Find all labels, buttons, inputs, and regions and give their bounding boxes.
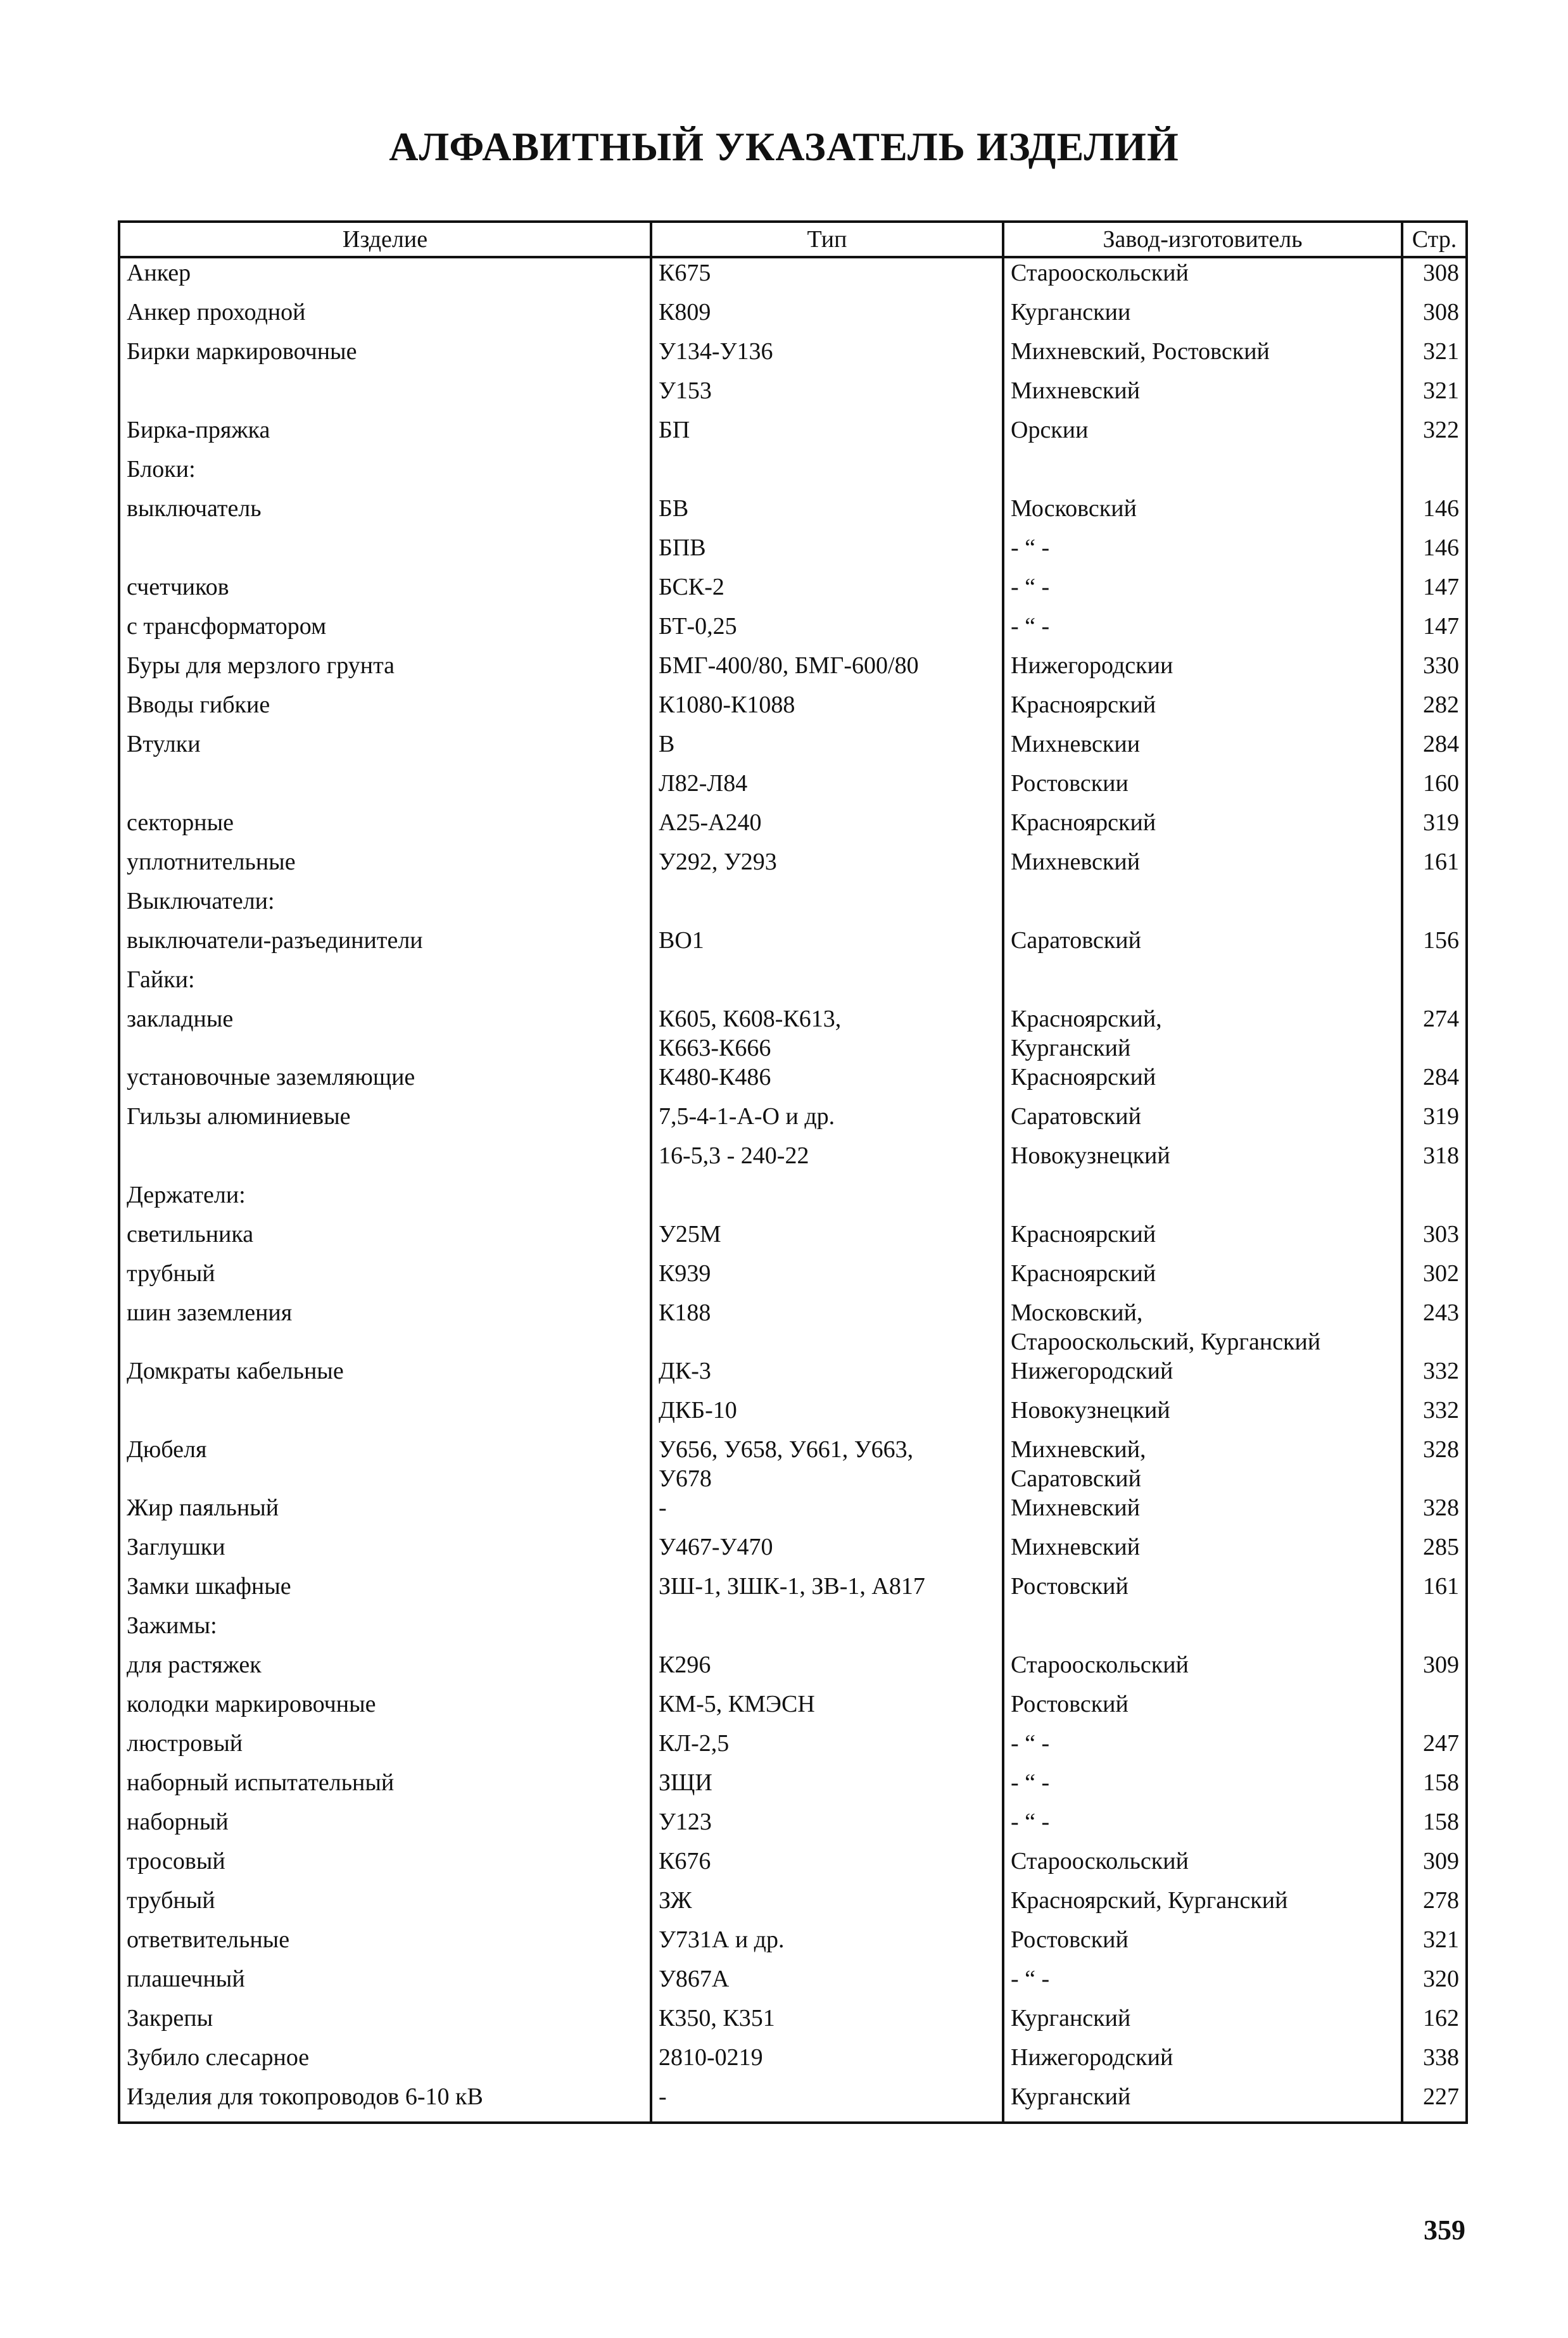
table-row — [119, 533, 1467, 572]
cell-maker: Красноярский, Курганский — [1003, 1004, 1402, 1063]
cell-item: Жир паяльный — [119, 1493, 651, 1532]
table-row — [119, 494, 1467, 533]
cell-maker: Ростовский — [1003, 1690, 1402, 1729]
cell-item: наборный испытательный — [119, 1768, 651, 1807]
cell-maker: Нижегородский — [1003, 1356, 1402, 1396]
cell-maker — [1003, 455, 1402, 494]
cell-type: КМ-5, КМЭСН — [651, 1690, 1003, 1729]
table-row — [119, 1435, 1467, 1493]
cell-maker: - “ - — [1003, 1768, 1402, 1807]
table-row — [119, 1611, 1467, 1650]
cell-item: трубный — [119, 1886, 651, 1925]
cell-type: ЗЩИ — [651, 1768, 1003, 1807]
cell-page: 302 — [1402, 1259, 1467, 1298]
cell-maker: - “ - — [1003, 1964, 1402, 2004]
table-row — [119, 415, 1467, 455]
cell-page: 282 — [1402, 690, 1467, 730]
cell-maker: - “ - — [1003, 572, 1402, 612]
cell-maker: Ростовский — [1003, 1572, 1402, 1611]
cell-maker — [1003, 1180, 1402, 1220]
table-row — [119, 1063, 1467, 1102]
cell-type: У25М — [651, 1220, 1003, 1259]
cell-page: 146 — [1402, 533, 1467, 572]
cell-item — [119, 1141, 651, 1180]
table-row — [119, 1298, 1467, 1356]
cell-maker — [1003, 965, 1402, 1004]
cell-page: 146 — [1402, 494, 1467, 533]
cell-type: У467-У470 — [651, 1532, 1003, 1572]
column-header-page: Стр. — [1402, 222, 1467, 257]
column-header-maker: Завод-изготовитель — [1003, 222, 1402, 257]
cell-item: плашечный — [119, 1964, 651, 2004]
cell-maker: Ростовский — [1003, 1925, 1402, 1964]
cell-page: 308 — [1402, 298, 1467, 337]
cell-maker: Орскии — [1003, 415, 1402, 455]
cell-type: БП — [651, 415, 1003, 455]
cell-maker: Нижегородский — [1003, 2043, 1402, 2082]
cell-page: 319 — [1402, 1102, 1467, 1141]
cell-page: 308 — [1402, 257, 1467, 298]
cell-type: К605, К608-К613, К663-К666 — [651, 1004, 1003, 1063]
cell-type: К809 — [651, 298, 1003, 337]
cell-item: Домкраты кабельные — [119, 1356, 651, 1396]
cell-page: 156 — [1402, 926, 1467, 965]
cell-maker — [1003, 887, 1402, 926]
cell-item: Вводы гибкие — [119, 690, 651, 730]
cell-maker: Михневскии — [1003, 730, 1402, 769]
table-row — [119, 1964, 1467, 2004]
cell-type — [651, 1611, 1003, 1650]
cell-page — [1402, 887, 1467, 926]
table-row — [119, 769, 1467, 808]
cell-maker: Курганский — [1003, 2082, 1402, 2123]
table-row — [119, 730, 1467, 769]
cell-type: 2810-0219 — [651, 2043, 1003, 2082]
cell-page — [1402, 455, 1467, 494]
cell-item — [119, 533, 651, 572]
cell-type: К939 — [651, 1259, 1003, 1298]
table-row — [119, 1847, 1467, 1886]
cell-maker: Михневский, Ростовский — [1003, 337, 1402, 376]
cell-item: выключатели-разъединители — [119, 926, 651, 965]
cell-page: 278 — [1402, 1886, 1467, 1925]
cell-item: для растяжек — [119, 1650, 651, 1690]
cell-page: 274 — [1402, 1004, 1467, 1063]
cell-type: У123 — [651, 1807, 1003, 1847]
table-row — [119, 1886, 1467, 1925]
cell-type — [651, 455, 1003, 494]
table-row — [119, 1925, 1467, 1964]
cell-type: БПВ — [651, 533, 1003, 572]
cell-item: наборный — [119, 1807, 651, 1847]
table-row — [119, 1650, 1467, 1690]
cell-type: БМГ-400/80, БМГ-600/80 — [651, 651, 1003, 690]
cell-type: У731А и др. — [651, 1925, 1003, 1964]
cell-item: секторные — [119, 808, 651, 847]
cell-page — [1402, 1180, 1467, 1220]
column-header-item: Изделие — [119, 222, 651, 257]
cell-maker: Михневский — [1003, 1493, 1402, 1532]
table-row — [119, 808, 1467, 847]
table-row — [119, 455, 1467, 494]
cell-item: трубный — [119, 1259, 651, 1298]
cell-type: У292, У293 — [651, 847, 1003, 887]
table-row — [119, 887, 1467, 926]
cell-page: 330 — [1402, 651, 1467, 690]
table-row — [119, 1141, 1467, 1180]
cell-item: Бирки маркировочные — [119, 337, 651, 376]
cell-page: 147 — [1402, 612, 1467, 651]
cell-page: 284 — [1402, 730, 1467, 769]
cell-item: светильника — [119, 1220, 651, 1259]
cell-maker: Красноярский — [1003, 1220, 1402, 1259]
cell-item — [119, 376, 651, 415]
cell-maker: Нижегородскии — [1003, 651, 1402, 690]
cell-item: закладные — [119, 1004, 651, 1063]
cell-maker: Красноярский, Курганский — [1003, 1886, 1402, 1925]
table-row — [119, 1180, 1467, 1220]
cell-type: Л82-Л84 — [651, 769, 1003, 808]
cell-page — [1402, 1611, 1467, 1650]
cell-item: люстровый — [119, 1729, 651, 1768]
table-row — [119, 1572, 1467, 1611]
table-header-row — [119, 222, 1467, 257]
cell-page: 309 — [1402, 1650, 1467, 1690]
cell-maker: Михневский, Саратовский — [1003, 1435, 1402, 1493]
cell-maker: Саратовский — [1003, 926, 1402, 965]
cell-page: 321 — [1402, 1925, 1467, 1964]
cell-maker: Старооскольский — [1003, 1847, 1402, 1886]
cell-item: Изделия для токопроводов 6-10 кВ — [119, 2082, 651, 2123]
table-row — [119, 690, 1467, 730]
table-row — [119, 1690, 1467, 1729]
cell-type: К188 — [651, 1298, 1003, 1356]
cell-item: колодки маркировочные — [119, 1690, 651, 1729]
cell-page: 158 — [1402, 1768, 1467, 1807]
table-row — [119, 926, 1467, 965]
cell-item: Выключатели: — [119, 887, 651, 926]
cell-maker: Курганскии — [1003, 298, 1402, 337]
cell-item: Анкер — [119, 257, 651, 298]
cell-maker: Московский — [1003, 494, 1402, 533]
cell-page: 161 — [1402, 847, 1467, 887]
cell-type: К296 — [651, 1650, 1003, 1690]
cell-item: Зажимы: — [119, 1611, 651, 1650]
cell-page: 243 — [1402, 1298, 1467, 1356]
cell-type: БВ — [651, 494, 1003, 533]
cell-type — [651, 1180, 1003, 1220]
table-row — [119, 1396, 1467, 1435]
cell-maker: - “ - — [1003, 533, 1402, 572]
cell-type: У153 — [651, 376, 1003, 415]
cell-type: БСК-2 — [651, 572, 1003, 612]
cell-item: Закрепы — [119, 2004, 651, 2043]
cell-type: ДКБ-10 — [651, 1396, 1003, 1435]
cell-type: В — [651, 730, 1003, 769]
table-row — [119, 257, 1467, 298]
cell-item: Гайки: — [119, 965, 651, 1004]
cell-type — [651, 887, 1003, 926]
cell-item: Анкер проходной — [119, 298, 651, 337]
cell-maker: Михневский — [1003, 847, 1402, 887]
cell-page: 158 — [1402, 1807, 1467, 1847]
cell-item: Замки шкафные — [119, 1572, 651, 1611]
cell-item — [119, 769, 651, 808]
table-row — [119, 651, 1467, 690]
table-row — [119, 376, 1467, 415]
page-number: 359 — [1424, 2215, 1465, 2246]
cell-page: 160 — [1402, 769, 1467, 808]
table-row — [119, 1768, 1467, 1807]
cell-type: К676 — [651, 1847, 1003, 1886]
cell-type: ЗШ-1, ЗШК-1, ЗВ-1, А817 — [651, 1572, 1003, 1611]
cell-type: - — [651, 2082, 1003, 2123]
cell-item: Гильзы алюминиевые — [119, 1102, 651, 1141]
cell-page: 328 — [1402, 1435, 1467, 1493]
cell-item — [119, 1396, 651, 1435]
cell-maker: Старооскольский — [1003, 257, 1402, 298]
cell-type: К350, К351 — [651, 2004, 1003, 2043]
cell-page: 332 — [1402, 1356, 1467, 1396]
table-row — [119, 1004, 1467, 1063]
cell-item: тросовый — [119, 1847, 651, 1886]
cell-item: уплотнительные — [119, 847, 651, 887]
cell-maker: Красноярский — [1003, 1063, 1402, 1102]
cell-type: 7,5-4-1-А-О и др. — [651, 1102, 1003, 1141]
cell-maker: Московский, Старооскольский, Курганский — [1003, 1298, 1402, 1356]
table-row — [119, 2043, 1467, 2082]
table-row — [119, 1493, 1467, 1532]
table-row — [119, 847, 1467, 887]
table-row — [119, 298, 1467, 337]
table-row — [119, 337, 1467, 376]
cell-page: 284 — [1402, 1063, 1467, 1102]
cell-maker: Михневский — [1003, 1532, 1402, 1572]
cell-type: ВО1 — [651, 926, 1003, 965]
cell-page: 162 — [1402, 2004, 1467, 2043]
cell-type: К480-К486 — [651, 1063, 1003, 1102]
table-row — [119, 2082, 1467, 2123]
cell-type: ЗЖ — [651, 1886, 1003, 1925]
cell-type: К675 — [651, 257, 1003, 298]
cell-maker: - “ - — [1003, 1729, 1402, 1768]
cell-item: Заглушки — [119, 1532, 651, 1572]
cell-page: 328 — [1402, 1493, 1467, 1532]
table-row — [119, 1102, 1467, 1141]
cell-item: ответвительные — [119, 1925, 651, 1964]
table-row — [119, 572, 1467, 612]
cell-page: 303 — [1402, 1220, 1467, 1259]
cell-maker: Красноярский — [1003, 690, 1402, 730]
cell-maker: - “ - — [1003, 1807, 1402, 1847]
index-table — [118, 220, 1468, 2124]
cell-page: 321 — [1402, 376, 1467, 415]
cell-item: Дюбеля — [119, 1435, 651, 1493]
cell-page: 322 — [1402, 415, 1467, 455]
cell-item: Зубило слесарное — [119, 2043, 651, 2082]
cell-page: 227 — [1402, 2082, 1467, 2123]
cell-page: 247 — [1402, 1729, 1467, 1768]
column-header-type: Тип — [651, 222, 1003, 257]
cell-item: Держатели: — [119, 1180, 651, 1220]
cell-maker: Саратовский — [1003, 1102, 1402, 1141]
table-row — [119, 1259, 1467, 1298]
cell-maker: Новокузнецкий — [1003, 1396, 1402, 1435]
cell-maker: Красноярский — [1003, 808, 1402, 847]
cell-page: 321 — [1402, 337, 1467, 376]
cell-maker: Ростовскии — [1003, 769, 1402, 808]
cell-type — [651, 965, 1003, 1004]
cell-item: Буры для мерзлого грунта — [119, 651, 651, 690]
cell-type: КЛ-2,5 — [651, 1729, 1003, 1768]
page-title: АЛФАВИТНЫЙ УКАЗАТЕЛЬ ИЗДЕЛИЙ — [389, 124, 1179, 169]
cell-page: 320 — [1402, 1964, 1467, 2004]
cell-page: 285 — [1402, 1532, 1467, 1572]
cell-item: Втулки — [119, 730, 651, 769]
cell-type: У656, У658, У661, У663, У678 — [651, 1435, 1003, 1493]
cell-type: А25-А240 — [651, 808, 1003, 847]
cell-page: 309 — [1402, 1847, 1467, 1886]
table-row — [119, 965, 1467, 1004]
table-row — [119, 1807, 1467, 1847]
cell-item: выключатель — [119, 494, 651, 533]
cell-type: У134-У136 — [651, 337, 1003, 376]
cell-item: с трансформатором — [119, 612, 651, 651]
cell-maker — [1003, 1611, 1402, 1650]
cell-item: Бирка-пряжка — [119, 415, 651, 455]
cell-type: ДК-3 — [651, 1356, 1003, 1396]
table-row — [119, 2004, 1467, 2043]
cell-maker: Красноярский — [1003, 1259, 1402, 1298]
cell-item: установочные заземляющие — [119, 1063, 651, 1102]
cell-maker: Михневский — [1003, 376, 1402, 415]
cell-type: 16-5,3 - 240-22 — [651, 1141, 1003, 1180]
cell-maker: Старооскольский — [1003, 1650, 1402, 1690]
table-row — [119, 612, 1467, 651]
table-row — [119, 1729, 1467, 1768]
cell-maker: Курганский — [1003, 2004, 1402, 2043]
cell-page: 338 — [1402, 2043, 1467, 2082]
table-row — [119, 1532, 1467, 1572]
cell-page: 332 — [1402, 1396, 1467, 1435]
cell-item: счетчиков — [119, 572, 651, 612]
cell-maker: - “ - — [1003, 612, 1402, 651]
table-row — [119, 1356, 1467, 1396]
cell-type: У867А — [651, 1964, 1003, 2004]
cell-page — [1402, 965, 1467, 1004]
cell-type: К1080-К1088 — [651, 690, 1003, 730]
cell-item: Блоки: — [119, 455, 651, 494]
cell-page: 318 — [1402, 1141, 1467, 1180]
table-row — [119, 1220, 1467, 1259]
cell-type: - — [651, 1493, 1003, 1532]
cell-page — [1402, 1690, 1467, 1729]
cell-item: шин заземления — [119, 1298, 651, 1356]
cell-page: 319 — [1402, 808, 1467, 847]
cell-page: 147 — [1402, 572, 1467, 612]
cell-type: БТ-0,25 — [651, 612, 1003, 651]
cell-page: 161 — [1402, 1572, 1467, 1611]
cell-maker: Новокузнецкий — [1003, 1141, 1402, 1180]
